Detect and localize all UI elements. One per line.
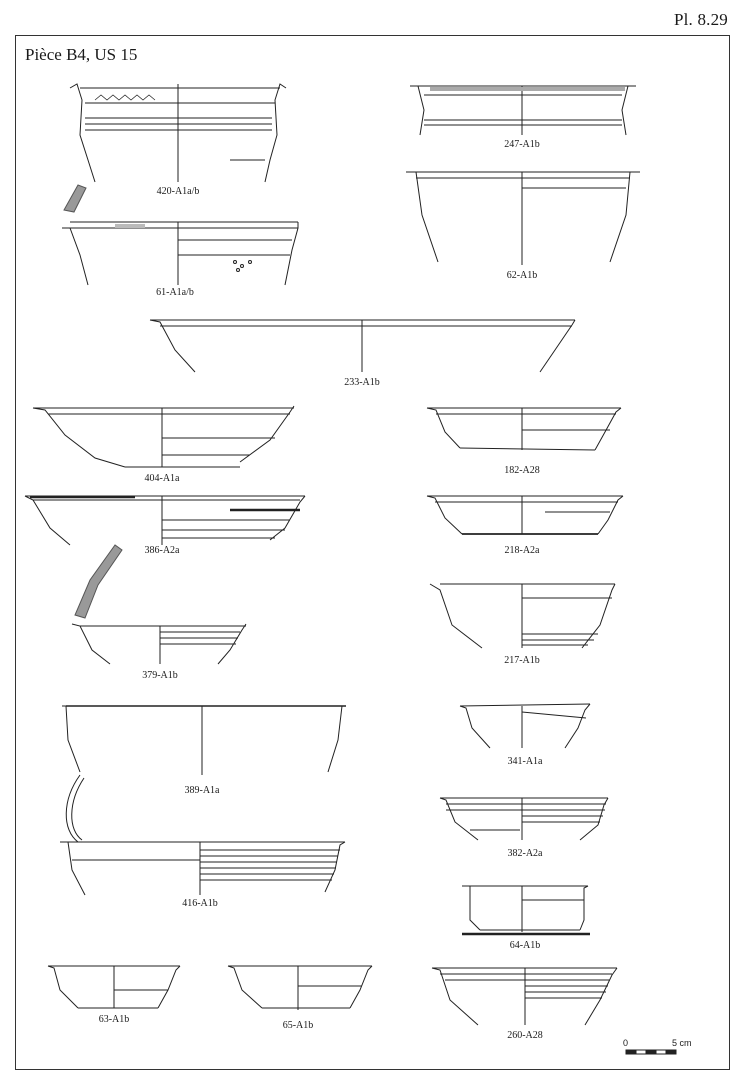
sherd-label-65: 65-A1b <box>282 1020 314 1031</box>
scale-bar <box>626 1050 676 1054</box>
sherd-drawing-382 <box>440 798 608 840</box>
sherd-drawing-386 <box>25 496 305 545</box>
sherd-label-420: 420-A1a/b <box>156 186 200 197</box>
sherd-label-217: 217-A1b <box>504 655 540 666</box>
sherd-drawing-217 <box>430 584 615 648</box>
scale-label-zero: 0 <box>623 1038 629 1048</box>
scale-label-max: 5 cm <box>672 1038 692 1048</box>
sherd-drawing-182 <box>427 408 621 450</box>
sherd-drawing-218 <box>427 496 623 534</box>
plate-title: Pièce B4, US 15 <box>25 45 138 64</box>
sherd-drawing-389 <box>62 706 346 775</box>
sherd-label-389: 389-A1a <box>184 785 220 796</box>
sherd-drawing-62 <box>406 172 640 265</box>
sherd-section-379 <box>75 545 122 618</box>
sherd-label-182: 182-A28 <box>504 465 540 476</box>
sherd-label-62: 62-A1b <box>506 270 538 281</box>
sherd-drawing-416 <box>60 842 345 895</box>
sherd-label-382: 382-A2a <box>507 848 543 859</box>
sherd-drawing-61 <box>62 222 298 285</box>
sherd-label-260: 260-A28 <box>507 1030 543 1041</box>
sherd-drawing-420 <box>70 84 286 182</box>
sherd-drawing-64 <box>462 886 590 934</box>
sherd-drawing-379 <box>72 624 246 664</box>
sherd-drawing-233 <box>150 320 575 372</box>
sherd-label-218: 218-A2a <box>504 545 540 556</box>
sherd-label-404: 404-A1a <box>144 473 180 484</box>
sherd-drawing-260 <box>432 968 617 1025</box>
sherd-label-379: 379-A1b <box>142 670 178 681</box>
sherd-label-233: 233-A1b <box>344 377 380 388</box>
plate-number: Pl. 8.29 <box>673 10 728 29</box>
sherd-label-386: 386-A2a <box>144 545 180 556</box>
sherd-section-420 <box>64 185 86 212</box>
sherd-drawing-65 <box>228 966 372 1010</box>
sherd-drawing-247 <box>410 86 636 135</box>
sherd-label-64: 64-A1b <box>509 940 541 951</box>
sherd-label-61: 61-A1a/b <box>156 287 194 298</box>
sherd-label-416: 416-A1b <box>182 898 218 909</box>
sherd-drawing-341 <box>460 704 590 748</box>
sherd-label-247: 247-A1b <box>504 139 540 150</box>
sherd-label-341: 341-A1a <box>507 756 543 767</box>
sherd-drawing-404 <box>33 406 294 467</box>
sherd-section-416 <box>66 775 80 842</box>
sherd-label-63: 63-A1b <box>98 1014 130 1025</box>
sherd-drawing-63 <box>48 966 180 1008</box>
